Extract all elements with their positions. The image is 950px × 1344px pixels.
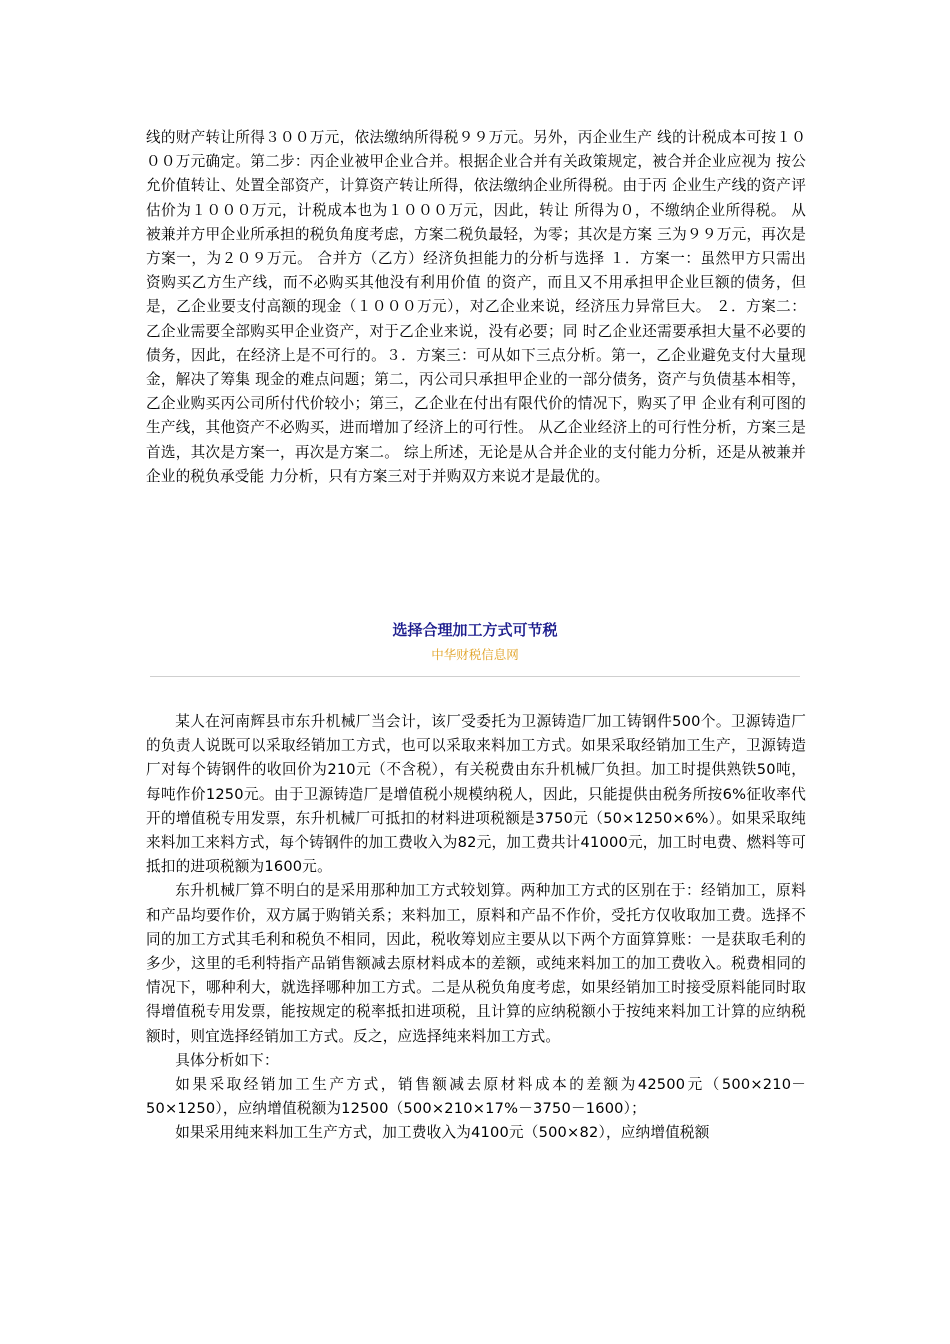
article-paragraph: 如果采用纯来料加工生产方式，加工费收入为4100元（500×82），应纳增值税额 [175, 1124, 710, 1142]
article-paragraph: 如果采取经销加工生产方式，销售额减去原材料成本的差额为42500元（500×210－50×1250），应纳增值税额为12500（500×210×17%－3750－1600）； [146, 1076, 806, 1118]
article-paragraph: 具体分析如下： [175, 1051, 279, 1069]
continuation-section [146, 126, 806, 489]
article-paragraph: 某人在河南辉县市东升机械厂当会计，该厂受委托为卫源铸造厂加工铸钢件500个。卫源铸造厂的负责人说既可以采取经销加工方式，也可以采取来料加工方式。如果采取经销加工生产，卫源铸造厂对每个铸钢件的收回价为210元（不含税），有关税费由东升机械厂负担。加工时提供熟铁50吨，每吨作价1250元。由于卫源铸造厂是增值税小规模纳税人，因此，只能提供由税务所按6%征收率代开的增值税专用发票，东升机械厂可抵扣的材料进项税额是3750元（50×1250×6%）。如果采取纯来料加工来料方式，每个铸钢件的加工费收入为82元，加工费共计41000元，加工时电费、燃料等可抵扣的进项税额为1600元。 [146, 713, 806, 876]
article-body [146, 710, 806, 1146]
article-source: 中华财税信息网 [431, 647, 519, 662]
article-paragraph: 东升机械厂算不明白的是采用那种加工方式较划算。两种加工方式的区别在于：经销加工，原料和产品均要作价，双方属于购销关系；来料加工，原料和产品不作价，受托方仅收取加工费。选择不同的加工方式其毛利和税负不相同，因此，税收筹划应主要从以下两个方面算算账：一是获取毛利的多少，这里的毛利特指产品销售额减去原材料成本的差额，或纯来料加工的加工费收入。税费相同的情况下，哪种利大，就选择哪种加工方式。二是从税负角度考虑，如果经销加工时接受原料能同时取得增值税专用发票，能按规定的税率抵扣进项税，且计算的应纳税额小于按纯来料加工计算的应纳税额时，则宜选择经销加工方式。反之，应选择纯来料加工方式。 [146, 882, 806, 1045]
continuation-paragraph: 线的财产转让所得３００万元，依法缴纳所得税９９万元。另外，丙企业生产 线的计税成本可按１０００万元确定。第二步：丙企业被甲企业合并。根据企业合并有关政策规定，被合并企业应视为 按公允价值转让、处置全部资产，计算资产转让所得，依法缴纳企业所得税。由于丙 企业生产线的资产评估价为１０００万元，计税成本也为１０００万元，因此，转让 所得为０，不缴纳企业所得税。 从被兼并方甲企业所承担的税负角度考虑，方案二税负最轻，为零；其次是方案 三为９９万元，再次是方案一，为２０９万元。 合并方（乙方）经济负担能力的分析与选择 １．方案一：虽然甲方只需出资购买乙方生产线，而不必购买其他没有利用价值 的资产，而且又不用承担甲企业巨额的债务，但是，乙企业要支付高额的现金（１０００万元），对乙企业来说，经济压力异常巨大。 ２．方案二：乙企业需要全部购买甲企业资产，对于乙企业来说，没有必要；同 时乙企业还需要承担大量不必要的债务，因此，在经济上是不可行的。３．方案三：可从如下三点分析。第一，乙企业避免支付大量现金，解决了筹集 现金的难点问题；第二，丙公司只承担甲企业的一部分债务，资产与负债基本相等， 乙企业购买丙公司所付代价较小；第三，乙企业在付出有限代价的情况下，购买了甲 企业有利可图的生产线，其他资产不必购买，进而增加了经济上的可行性。 从乙企业经济上的可行性分析，方案三是首选，其次是方案一，再次是方案二。 综上所述，无论是从合并企业的支付能力分析，还是从被兼并企业的税负承受能 力分析，只有方案三对于并购双方来说才是最优的。 [146, 129, 806, 485]
title-divider [150, 676, 800, 677]
article-title: 选择合理加工方式可节税 [392, 621, 558, 639]
